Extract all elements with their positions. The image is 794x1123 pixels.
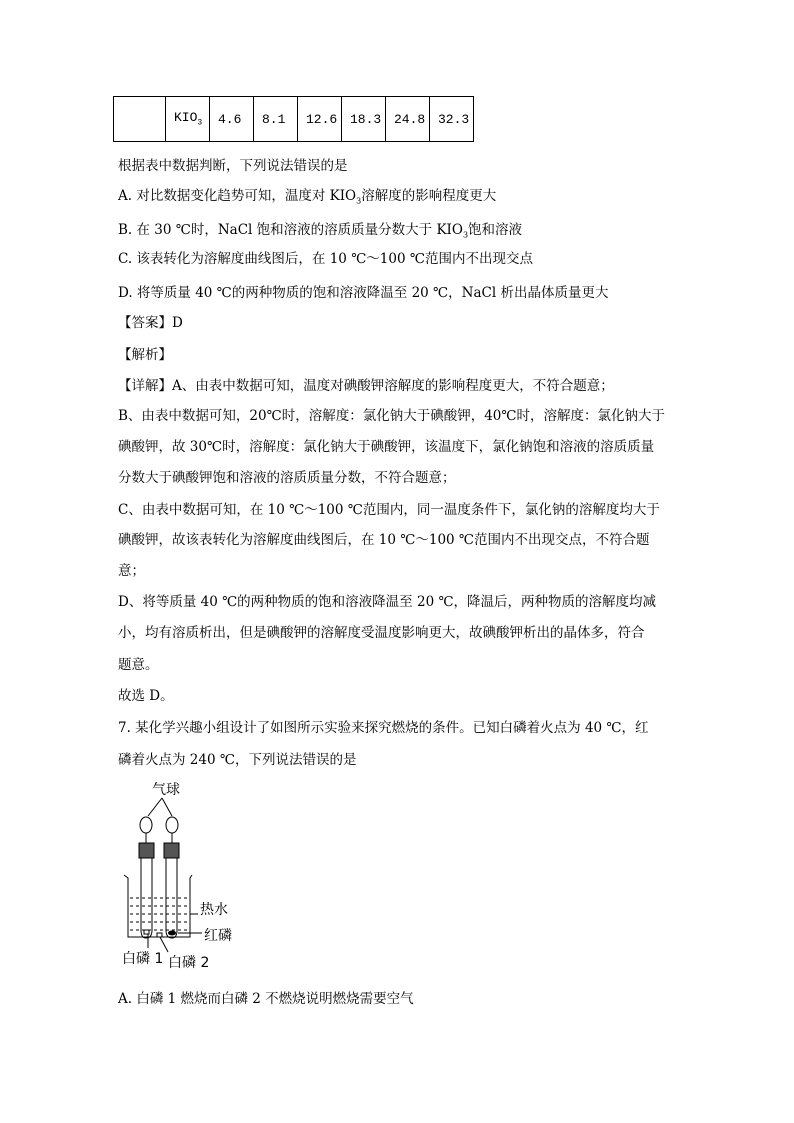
analysis-title: 【解析】: [118, 347, 172, 363]
table-cell: 8.1: [254, 97, 298, 142]
option-c: C. 该表转化为溶解度曲线图后，在 10 ℃～100 ℃范围内不出现交点: [118, 251, 533, 267]
table-cell: [114, 97, 166, 142]
white-phosphorus-2: [157, 933, 162, 937]
table-cell: 32.3: [430, 97, 474, 142]
beaker: [124, 875, 192, 937]
answer: 【答案】D: [118, 315, 183, 331]
red-phosphorus: [168, 931, 176, 936]
table-cell: 4.6: [210, 97, 254, 142]
table-cell-substance: $KIO_3$: [166, 97, 210, 142]
combustion-experiment-figure: [110, 770, 280, 980]
analysis-line: C、由表中数据可知，在 10 ℃～100 ℃范围内，同一温度条件下，氯化钠的溶解度均大于: [118, 502, 660, 518]
option-a: A. 对比数据变化趋势可知，温度对 $KIO_3$溶解度的影响程度更大: [118, 188, 497, 206]
analysis-line: 碘酸钾，故 30℃时，溶解度：氯化钠大于碘酸钾，该温度下，氯化钠饱和溶液的溶质质量: [118, 439, 655, 455]
hot-water: [130, 898, 188, 930]
balloon-label: 气球: [152, 782, 180, 798]
analysis-line: 分数大于碘酸钾饱和溶液的溶质质量分数，不符合题意；: [118, 470, 456, 486]
option-b: B. 在 30 ℃时，NaCl 饱和溶液的溶质质量分数大于 $KIO_3$饱和溶液: [118, 222, 523, 240]
analysis-line: 碘酸钾，故该表转化为溶解度曲线图后，在 10 ℃～100 ℃范围内不出现交点，不符合题: [118, 532, 650, 548]
question-7-stem: 7. 某化学兴趣小组设计了如图所示实验来探究燃烧的条件。已知白磷着火点为 40 ℃，红: [118, 720, 649, 736]
balloon-right: [166, 817, 178, 833]
solubility-table: [113, 96, 474, 142]
balloon-left: [140, 817, 152, 833]
white-phosphorus-1: [144, 930, 149, 934]
question-7-option-a: A. 白磷 1 燃烧而白磷 2 不燃烧说明燃烧需要空气: [118, 991, 414, 1007]
hot-water-label: 热水: [200, 902, 228, 918]
analysis-line: D、将等质量 40 ℃的两种物质的饱和溶液降温至 20 ℃，降温后，两种物质的溶解度均减: [118, 594, 657, 610]
table-cell: 12.6: [298, 97, 342, 142]
white-phosphorus-1-label: 白磷 1: [122, 951, 164, 967]
test-tubes: [141, 858, 177, 938]
analysis-line: 小，均有溶质析出，但是碘酸钾的溶解度受温度影响更大，故碘酸钾析出的晶体多，符合: [118, 625, 645, 641]
question-7-stem: 磷着火点为 240 ℃，下列说法错误的是: [118, 752, 357, 768]
table-cell: 24.8: [386, 97, 430, 142]
analysis-line: 意；: [118, 563, 145, 579]
question-stem: 根据表中数据判断，下列说法错误的是: [118, 158, 348, 174]
analysis-line: 故选 D。: [118, 688, 174, 704]
stopper-right: [164, 843, 179, 858]
table-cell: 18.3: [342, 97, 386, 142]
option-d: D. 将等质量 40 ℃的两种物质的饱和溶液降温至 20 ℃，NaCl 析出晶体质量更大: [118, 285, 609, 301]
stopper-left: [139, 843, 154, 858]
analysis-line: B、由表中数据可知，20℃时，溶解度：氯化钠大于碘酸钾，40℃时，溶解度：氯化钠大于: [118, 408, 665, 424]
analysis-line: 题意。: [118, 657, 159, 673]
white-phosphorus-2-label: 白磷 2: [168, 955, 210, 971]
red-phosphorus-label: 红磷: [204, 928, 232, 944]
table-row: [114, 97, 474, 142]
analysis-line: 【详解】A、由表中数据可知，温度对碘酸钾溶解度的影响程度更大，不符合题意；: [118, 378, 614, 394]
